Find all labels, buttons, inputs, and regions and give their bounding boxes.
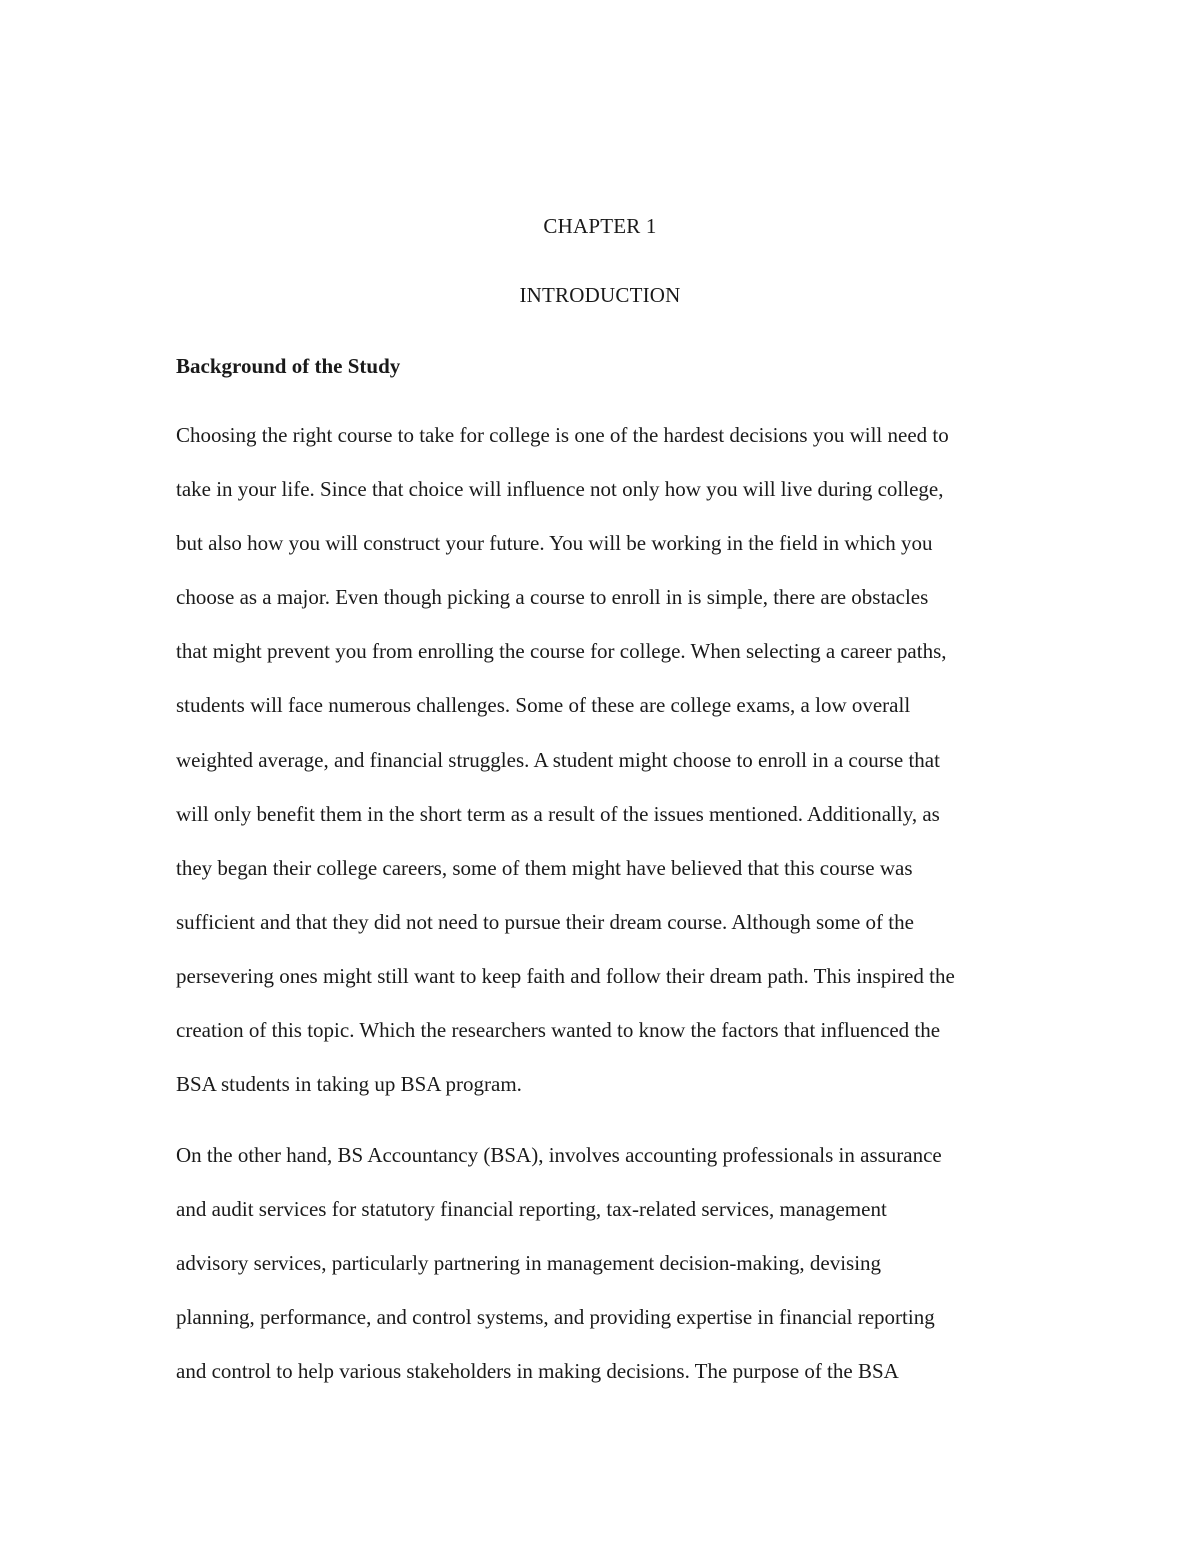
subheading: Background of the Study — [176, 354, 401, 378]
paragraph-1 — [176, 408, 1066, 1111]
paragraph-line: will only benefit them in the short term as a result of the issues mentioned. Additionally, as — [176, 801, 940, 826]
paragraph-line: sufficient and that they did not need to pursue their dream course. Although some of the — [176, 909, 914, 934]
paragraph-line: take in your life. Since that choice will influence not only how you will live during college, — [176, 477, 944, 502]
paragraph-line: creation of this topic. Which the researchers wanted to know the factors that influenced the — [176, 1018, 941, 1043]
paragraph-line: they began their college careers, some of them might have believed that this course was — [176, 855, 913, 880]
paragraph-line: BSA students in taking up BSA program. — [176, 1072, 522, 1097]
chapter-title: CHAPTER 1 — [543, 214, 657, 238]
paragraph-line: that might prevent you from enrolling the course for college. When selecting a career paths, — [176, 639, 947, 664]
section-title: INTRODUCTION — [519, 283, 681, 307]
paragraph-line: weighted average, and financial struggles. A student might choose to enroll in a course that — [176, 747, 940, 772]
paragraph-line: students will face numerous challenges. Some of these are college exams, a low overall — [176, 693, 911, 718]
paragraph-line: planning, performance, and control systems, and providing expertise in financial reporting — [176, 1305, 935, 1330]
paragraph-line: but also how you will construct your future. You will be working in the field in which you — [176, 531, 933, 556]
paragraph-line: Choosing the right course to take for college is one of the hardest decisions you will need to — [176, 423, 949, 447]
paragraph-line: persevering ones might still want to keep faith and follow their dream path. This inspired the — [176, 963, 955, 988]
paragraph-line: and audit services for statutory financial reporting, tax-related services, management — [176, 1197, 887, 1222]
paragraph-line: choose as a major. Even though picking a course to enroll in is simple, there are obstacles — [176, 585, 929, 610]
paragraph-line: On the other hand, BS Accountancy (BSA), involves accounting professionals in assurance — [176, 1143, 942, 1167]
paragraph-line: and control to help various stakeholders in making decisions. The purpose of the BSA — [176, 1359, 899, 1384]
paragraph-2 — [176, 1128, 1066, 1398]
paragraph-line: advisory services, particularly partnering in management decision-making, devising — [176, 1251, 882, 1276]
